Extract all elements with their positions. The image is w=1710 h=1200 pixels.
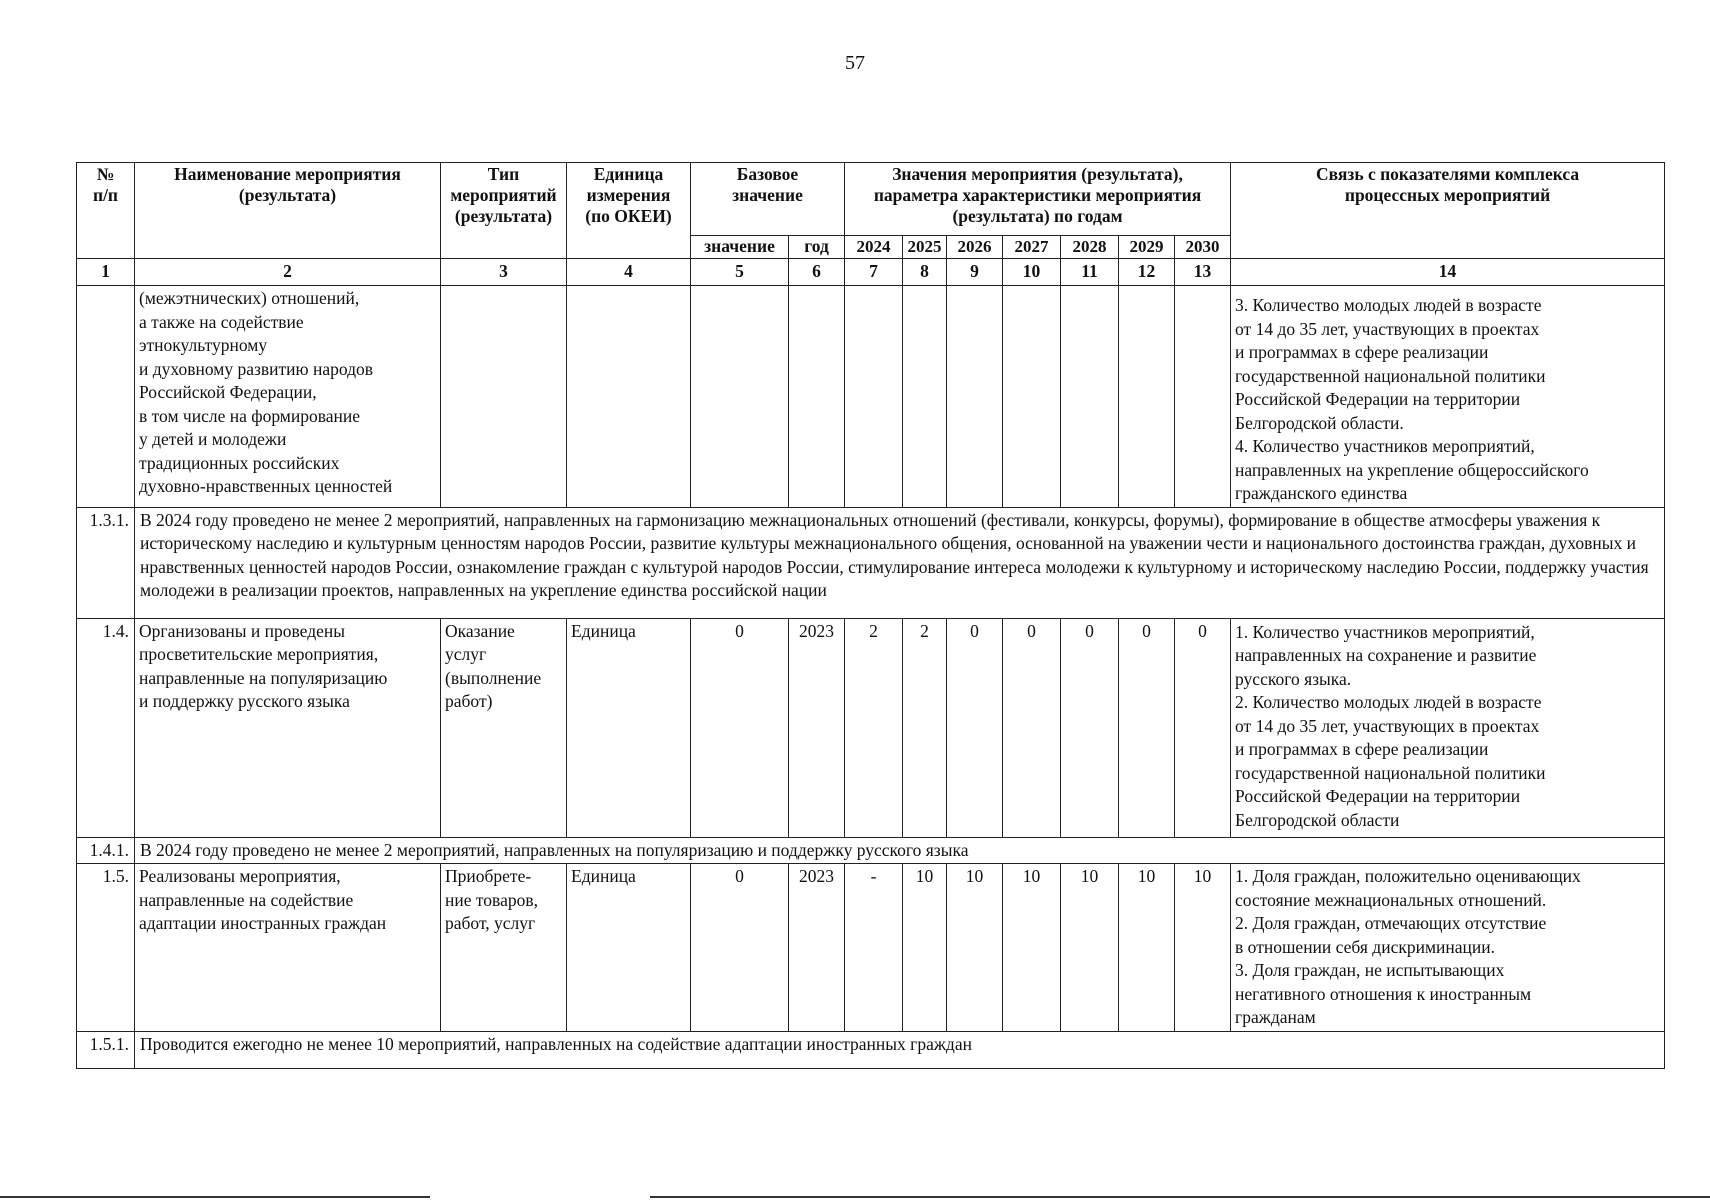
row-value-2024: 2 (845, 618, 903, 837)
header-no: № п/п (77, 163, 135, 259)
row-link: 1. Количество участников мероприятий, направленных на сохранение и развитие русского языка. 2. Количество молодых людей в возрасте от 14 до 35 лет, участвующих в проектах и программах в сфере реализации государственной национальной политики Российской Федерации на территории Белгородской области (1231, 618, 1665, 837)
column-number: 2 (135, 259, 441, 286)
header-year: 2030 (1175, 236, 1231, 259)
row-value-2027: 0 (1003, 618, 1061, 837)
column-number: 7 (845, 259, 903, 286)
row-base-year (789, 286, 845, 508)
row-value-2026: 0 (947, 618, 1003, 837)
row-value-2030: 0 (1175, 618, 1231, 837)
header-year: 2028 (1061, 236, 1119, 259)
header-unit: Единица измерения (по ОКЕИ) (567, 163, 691, 259)
row-value-2027 (1003, 286, 1061, 508)
column-number: 3 (441, 259, 567, 286)
header-year: 2027 (1003, 236, 1061, 259)
header-base-year: год (789, 236, 845, 259)
row-name: (межэтнических) отношений, а также на содействие этнокультурному и духовному развитию народов Российской Федерации, в том числе на формирование у детей и молодежи традиционных российских духовно-нравственных ценностей (135, 286, 441, 508)
row-number (77, 286, 135, 508)
header-year: 2025 (903, 236, 947, 259)
header-base-value: значение (691, 236, 789, 259)
row-value-2027: 10 (1003, 864, 1061, 1032)
column-number: 9 (947, 259, 1003, 286)
row-value-2026 (947, 286, 1003, 508)
measures-table (76, 162, 1665, 1069)
column-number: 12 (1119, 259, 1175, 286)
column-number: 5 (691, 259, 789, 286)
row-value-2024: - (845, 864, 903, 1032)
result-text: В 2024 году проведено не менее 2 мероприятий, направленных на гармонизацию межнациональных отношений (фестивали, конкурсы, форумы), формирование в обществе атмосферы уважения к историческому наследию и культурным ценностям народов России, развитие культуры межнационального общения, основанной на уважении чести и национального достоинства граждан, духовных и нравственных ценностей народов России, ознакомление граждан с культурой народов России, стимулирование интереса молодежи к культурному и историческому наследию России, поддержку участия молодежи в реализации проектов, направленных на укрепление единства российской нации (135, 507, 1665, 618)
row-number: 1.5. (77, 864, 135, 1032)
row-name: Организованы и проведены просветительские мероприятия, направленные на популяризацию и поддержку русского языка (135, 618, 441, 837)
row-base-value: 0 (691, 864, 789, 1032)
table-row (77, 864, 1665, 1032)
header-name: Наименование мероприятия (результата) (135, 163, 441, 259)
result-number: 1.5.1. (77, 1031, 135, 1068)
result-number: 1.3.1. (77, 507, 135, 618)
row-value-2026: 10 (947, 864, 1003, 1032)
row-value-2029: 10 (1119, 864, 1175, 1032)
header-link: Связь с показателями комплекса процессных мероприятий (1231, 163, 1665, 259)
row-name: Реализованы мероприятия, направленные на содействие адаптации иностранных граждан (135, 864, 441, 1032)
row-value-2029 (1119, 286, 1175, 508)
table-row (77, 618, 1665, 837)
result-row (77, 1031, 1665, 1068)
scan-edge-line (0, 1196, 430, 1198)
header-base: Базовое значение (691, 163, 845, 236)
row-base-value: 0 (691, 618, 789, 837)
row-value-2028: 0 (1061, 618, 1119, 837)
scan-edge-line (650, 1196, 1710, 1198)
header-year: 2026 (947, 236, 1003, 259)
row-unit: Единица (567, 618, 691, 837)
row-value-2028: 10 (1061, 864, 1119, 1032)
page-number: 57 (845, 52, 865, 74)
header-row-top (77, 163, 1665, 236)
row-number: 1.4. (77, 618, 135, 837)
result-row (77, 837, 1665, 864)
column-number: 14 (1231, 259, 1665, 286)
row-base-value (691, 286, 789, 508)
row-base-year: 2023 (789, 864, 845, 1032)
row-value-2030: 10 (1175, 864, 1231, 1032)
header-type: Тип мероприятий (результата) (441, 163, 567, 259)
row-value-2024 (845, 286, 903, 508)
table-row (77, 286, 1665, 508)
column-number-row (77, 259, 1665, 286)
row-value-2029: 0 (1119, 618, 1175, 837)
row-base-year: 2023 (789, 618, 845, 837)
result-row (77, 507, 1665, 618)
column-number: 13 (1175, 259, 1231, 286)
column-number: 4 (567, 259, 691, 286)
row-unit (567, 286, 691, 508)
result-number: 1.4.1. (77, 837, 135, 864)
result-text: Проводится ежегодно не менее 10 мероприятий, направленных на содействие адаптации иностранных граждан (135, 1031, 1665, 1068)
row-type: Оказание услуг (выполнение работ) (441, 618, 567, 837)
header-values: Значения мероприятия (результата), параметра характеристики мероприятия (результата) по годам (845, 163, 1231, 236)
column-number: 1 (77, 259, 135, 286)
column-number: 11 (1061, 259, 1119, 286)
header-year: 2024 (845, 236, 903, 259)
row-link: 3. Количество молодых людей в возрасте от 14 до 35 лет, участвующих в проектах и программах в сфере реализации государственной национальной политики Российской Федерации на территории Белгородской области. 4. Количество участников мероприятий, направленных на укрепление общероссийского гражданского единства (1231, 286, 1665, 508)
row-type: Приобрете- ние товаров, работ, услуг (441, 864, 567, 1032)
header-year: 2029 (1119, 236, 1175, 259)
row-value-2030 (1175, 286, 1231, 508)
result-text: В 2024 году проведено не менее 2 мероприятий, направленных на популяризацию и поддержку русского языка (135, 837, 1665, 864)
row-type (441, 286, 567, 508)
column-number: 8 (903, 259, 947, 286)
column-number: 6 (789, 259, 845, 286)
row-value-2025 (903, 286, 947, 508)
row-unit: Единица (567, 864, 691, 1032)
row-value-2025: 2 (903, 618, 947, 837)
row-link: 1. Доля граждан, положительно оценивающих состояние межнациональных отношений. 2. Доля граждан, отмечающих отсутствие в отношении себя дискриминации. 3. Доля граждан, не испытывающих негативного отношения к иностранным гражданам (1231, 864, 1665, 1032)
row-value-2025: 10 (903, 864, 947, 1032)
column-number: 10 (1003, 259, 1061, 286)
row-value-2028 (1061, 286, 1119, 508)
